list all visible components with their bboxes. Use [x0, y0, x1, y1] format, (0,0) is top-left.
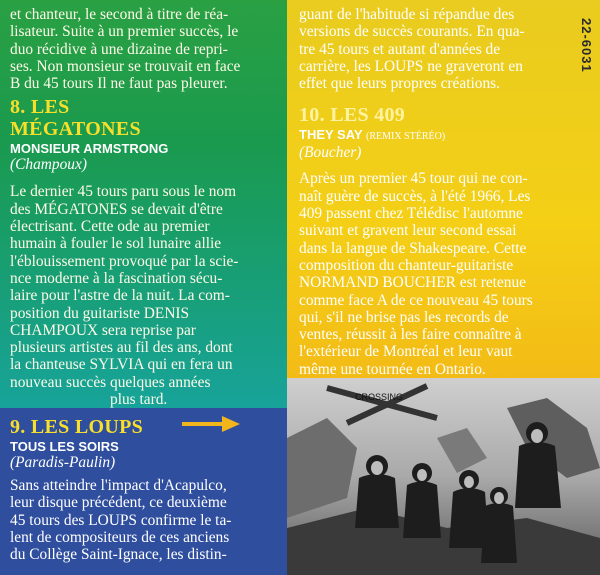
- text-line: humain à fouler le sol lunaire allie: [10, 235, 222, 253]
- text-line: plusieurs artistes au fil des ans, dont: [10, 339, 233, 357]
- text-line: la chanteuse SYLVIA qui en fera un: [10, 356, 233, 374]
- text-line: composition du chanteur-guitariste: [299, 256, 514, 274]
- text-line: versions de succès courants. En qua-: [299, 23, 525, 41]
- text-line: Après un premier 45 tour qui ne con-: [299, 170, 528, 188]
- text-line: Le dernier 45 tours paru sous le nom: [10, 183, 237, 201]
- song-writer: (Champoux): [10, 156, 87, 174]
- text-line: laire pour l'astre de la nuit. La com-: [10, 287, 230, 305]
- text-line: lent de compositeurs de ces anciens: [10, 528, 230, 546]
- text-line: carrière, les LOUPS ne graveront en: [299, 57, 523, 75]
- text-line: lisateur. Suite à un premier succès, le: [10, 23, 239, 41]
- section-heading: 10. LES 409: [299, 104, 406, 127]
- green-panel: [0, 0, 287, 408]
- text-line: CHAMPOUX sera reprise par: [10, 321, 196, 339]
- text-line: l'extérieur de Montréal et leur vaut: [299, 343, 513, 361]
- text-line: B du 45 tours Il ne faut pas pleurer.: [10, 75, 228, 93]
- text-line: Sans atteindre l'impact d'Acapulco,: [10, 477, 227, 494]
- song-note: (REMIX STÉRÉO): [365, 131, 446, 143]
- heading-line: MÉGATONES: [10, 118, 141, 141]
- text-line: 409 passent chez Télédisc l'automne: [299, 205, 523, 223]
- song-writer: (Paradis-Paulin): [10, 454, 116, 471]
- text-line: nouveau succès quelques années: [10, 373, 211, 391]
- text-line: l'éblouissement provoqué par la scie-: [10, 252, 239, 270]
- arrow-right-icon: [182, 414, 240, 434]
- song-name: THEY SAY: [299, 127, 363, 143]
- text-line: effet que leurs propres créations.: [299, 75, 500, 93]
- section-text: [299, 170, 566, 378]
- text-line: dans la langue de Shakespeare. Cette: [299, 239, 527, 257]
- section-text: [10, 477, 277, 563]
- text-line: nce moderne à la fascination sécu-: [10, 269, 223, 287]
- blue-panel: [0, 408, 287, 575]
- text-line: ses. Non monsieur se trouvait en face: [10, 57, 241, 75]
- intro-text: [299, 6, 566, 92]
- text-line: électrisant. Cette ode au premier: [10, 218, 210, 236]
- text-line: leur disque précédent, ce deuxième: [10, 494, 227, 512]
- section-heading: 9. LES LOUPS: [10, 416, 144, 438]
- text-line: duo récidive à une dizaine de repri-: [10, 40, 228, 58]
- crossing-sign-text: CROSSING: [355, 392, 404, 402]
- catalog-number: 22-6031: [579, 18, 594, 73]
- text-line: naît guère de succès, à l'été 1966, Les: [299, 187, 531, 205]
- song-title: [299, 127, 566, 144]
- section-heading: [10, 96, 277, 140]
- band-photo: [287, 378, 600, 575]
- text-line: tre 45 tours et autant d'années de: [299, 40, 501, 58]
- song-title: TOUS LES SOIRS: [10, 439, 119, 454]
- text-line: ventes, réussit à les faire connaître à: [299, 326, 522, 344]
- text-line: qui, s'il ne brise pas les records de: [299, 308, 509, 326]
- text-line: NORMAND BOUCHER est retenue: [299, 274, 526, 292]
- yellow-panel: [287, 0, 600, 378]
- text-line: et chanteur, le second à titre de réa-: [10, 6, 229, 23]
- text-line: position du guitariste DENIS: [10, 304, 190, 322]
- song-title: MONSIEUR ARMSTRONG: [10, 141, 169, 157]
- text-line: comme face A de ce nouveau 45 tours: [299, 291, 533, 309]
- text-line: des MÉGATONES se devait d'être: [10, 200, 223, 218]
- text-line: plus tard.: [110, 391, 168, 408]
- intro-text: [10, 6, 277, 92]
- text-line: même une tournée en Ontario.: [299, 360, 486, 378]
- text-line: du Collège Saint-Ignace, les distin-: [10, 546, 227, 564]
- text-line: guant de l'habitude si répandue des: [299, 6, 515, 23]
- text-line: 45 tours des LOUPS confirme le ta-: [10, 511, 232, 529]
- heading-line: 8. LES: [10, 96, 70, 119]
- section-text: [10, 183, 277, 408]
- song-writer: (Boucher): [299, 144, 362, 162]
- text-line: suivant et gravent leur second essai: [299, 222, 517, 240]
